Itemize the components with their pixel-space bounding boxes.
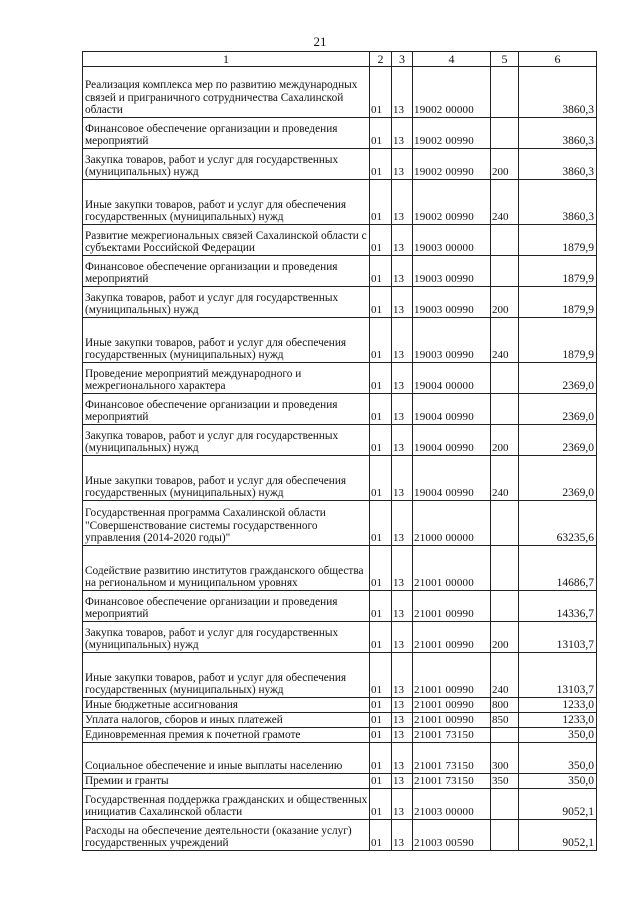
row-target-code: 19004 00000 [413,363,491,394]
table-row [83,425,597,456]
row-section: 01 [370,225,392,256]
row-amount: 1879,9 [519,318,597,363]
row-section: 01 [370,149,392,180]
row-subsection: 13 [392,456,413,501]
row-name: Иные закупки товаров, работ и услуг для обеспечения государственных (муниципальных) нужд [83,456,370,501]
table-row [83,225,597,256]
row-target-code: 21001 00990 [413,698,491,713]
row-target-code: 19002 00000 [413,67,491,118]
row-section: 01 [370,698,392,713]
row-subsection: 13 [392,425,413,456]
table-row [83,180,597,225]
header-col-6: 6 [519,52,597,67]
row-expense-type [491,728,519,743]
table-row [83,713,597,728]
row-name: Уплата налогов, сборов и иных платежей [83,713,370,728]
row-subsection: 13 [392,653,413,698]
row-target-code: 21001 73150 [413,774,491,789]
row-name: Финансовое обеспечение организации и проведения мероприятий [83,118,370,149]
row-target-code: 19002 00990 [413,180,491,225]
row-section: 01 [370,774,392,789]
table-row [83,774,597,789]
row-expense-type [491,501,519,546]
row-target-code: 19003 00990 [413,287,491,318]
table-row [83,256,597,287]
row-expense-type: 350 [491,774,519,789]
row-subsection: 13 [392,743,413,774]
row-section: 01 [370,743,392,774]
row-amount: 3860,3 [519,180,597,225]
table-row [83,653,597,698]
table-row [83,789,597,820]
row-section: 01 [370,456,392,501]
row-subsection: 13 [392,363,413,394]
row-name: Закупка товаров, работ и услуг для государственных (муниципальных) нужд [83,425,370,456]
row-amount: 13103,7 [519,622,597,653]
page-number: 21 [313,34,327,49]
row-section: 01 [370,394,392,425]
row-name: Реализация комплекса мер по развитию международных связей и приграничного сотрудничества Сахалинской области [83,67,370,118]
row-target-code: 19003 00000 [413,225,491,256]
row-subsection: 13 [392,728,413,743]
row-expense-type: 200 [491,622,519,653]
row-section: 01 [370,118,392,149]
table-row [83,728,597,743]
row-expense-type: 200 [491,287,519,318]
budget-table [82,51,597,851]
row-amount: 1879,9 [519,256,597,287]
row-section: 01 [370,591,392,622]
row-amount: 1233,0 [519,713,597,728]
row-name: Закупка товаров, работ и услуг для государственных (муниципальных) нужд [83,622,370,653]
row-subsection: 13 [392,820,413,851]
row-name: Содействие развитию институтов гражданского общества на региональном и муниципальном уровнях [83,546,370,591]
row-section: 01 [370,180,392,225]
row-subsection: 13 [392,225,413,256]
row-amount: 9052,1 [519,820,597,851]
table-row [83,698,597,713]
row-subsection: 13 [392,622,413,653]
table-row [83,363,597,394]
row-section: 01 [370,622,392,653]
row-amount: 2369,0 [519,363,597,394]
row-target-code: 19004 00990 [413,456,491,501]
row-name: Закупка товаров, работ и услуг для государственных (муниципальных) нужд [83,149,370,180]
row-amount: 14336,7 [519,591,597,622]
row-subsection: 13 [392,118,413,149]
row-amount: 350,0 [519,728,597,743]
row-expense-type: 240 [491,180,519,225]
row-target-code: 19002 00990 [413,118,491,149]
row-amount: 2369,0 [519,456,597,501]
row-expense-type [491,591,519,622]
header-col-4: 4 [413,52,491,67]
row-target-code: 21003 00000 [413,789,491,820]
row-subsection: 13 [392,256,413,287]
row-name: Финансовое обеспечение организации и проведения мероприятий [83,256,370,287]
row-subsection: 13 [392,774,413,789]
row-amount: 3860,3 [519,118,597,149]
table-row [83,501,597,546]
row-expense-type: 800 [491,698,519,713]
row-amount: 350,0 [519,774,597,789]
row-target-code: 19003 00990 [413,256,491,287]
row-expense-type [491,256,519,287]
row-expense-type [491,789,519,820]
row-amount: 1879,9 [519,287,597,318]
table-row [83,67,597,118]
row-target-code: 19004 00990 [413,394,491,425]
header-col-2: 2 [370,52,392,67]
header-col-1: 1 [83,52,370,67]
row-section: 01 [370,363,392,394]
row-target-code: 21001 00990 [413,622,491,653]
row-name: Финансовое обеспечение организации и проведения мероприятий [83,394,370,425]
row-section: 01 [370,287,392,318]
row-name: Иные бюджетные ассигнования [83,698,370,713]
row-section: 01 [370,789,392,820]
row-amount: 1233,0 [519,698,597,713]
row-target-code: 21003 00590 [413,820,491,851]
row-expense-type [491,546,519,591]
row-name: Единовременная премия к почетной грамоте [83,728,370,743]
row-subsection: 13 [392,149,413,180]
header-col-5: 5 [491,52,519,67]
row-subsection: 13 [392,180,413,225]
row-section: 01 [370,546,392,591]
row-expense-type [491,820,519,851]
row-target-code: 21000 00000 [413,501,491,546]
row-amount: 1879,9 [519,225,597,256]
row-section: 01 [370,728,392,743]
row-target-code: 21001 00990 [413,713,491,728]
table-row [83,743,597,774]
row-name: Развитие межрегиональных связей Сахалинской области с субъектами Российской Федерации [83,225,370,256]
header-col-3: 3 [392,52,413,67]
row-subsection: 13 [392,591,413,622]
table-row [83,118,597,149]
row-subsection: 13 [392,67,413,118]
row-subsection: 13 [392,789,413,820]
row-amount: 13103,7 [519,653,597,698]
table-row [83,149,597,180]
row-name: Премии и гранты [83,774,370,789]
row-section: 01 [370,653,392,698]
row-expense-type [491,394,519,425]
row-name: Финансовое обеспечение организации и проведения мероприятий [83,591,370,622]
row-subsection: 13 [392,713,413,728]
table-row [83,546,597,591]
row-subsection: 13 [392,394,413,425]
row-expense-type [491,225,519,256]
row-expense-type: 850 [491,713,519,728]
row-section: 01 [370,256,392,287]
row-subsection: 13 [392,318,413,363]
row-target-code: 21001 00990 [413,591,491,622]
row-subsection: 13 [392,501,413,546]
row-section: 01 [370,501,392,546]
row-amount: 3860,3 [519,149,597,180]
row-target-code: 21001 73150 [413,743,491,774]
row-section: 01 [370,67,392,118]
row-target-code: 19003 00990 [413,318,491,363]
row-section: 01 [370,820,392,851]
row-expense-type: 240 [491,456,519,501]
row-amount: 63235,6 [519,501,597,546]
row-expense-type [491,363,519,394]
row-target-code: 21001 00990 [413,653,491,698]
table-row [83,591,597,622]
row-subsection: 13 [392,546,413,591]
row-expense-type: 240 [491,318,519,363]
row-target-code: 21001 73150 [413,728,491,743]
row-expense-type: 200 [491,149,519,180]
row-expense-type [491,118,519,149]
row-name: Закупка товаров, работ и услуг для государственных (муниципальных) нужд [83,287,370,318]
row-section: 01 [370,713,392,728]
row-amount: 3860,3 [519,67,597,118]
table-row [83,318,597,363]
row-name: Проведение мероприятий международного и межрегионального характера [83,363,370,394]
row-target-code: 21001 00000 [413,546,491,591]
row-section: 01 [370,318,392,363]
row-amount: 2369,0 [519,425,597,456]
row-expense-type [491,67,519,118]
row-amount: 14686,7 [519,546,597,591]
row-amount: 350,0 [519,743,597,774]
row-name: Государственная поддержка гражданских и общественных инициатив Сахалинской области [83,789,370,820]
row-expense-type: 300 [491,743,519,774]
row-name: Иные закупки товаров, работ и услуг для обеспечения государственных (муниципальных) нужд [83,653,370,698]
table-row [83,820,597,851]
row-target-code: 19004 00990 [413,425,491,456]
table-row [83,622,597,653]
row-name: Государственная программа Сахалинской области "Совершенствование системы государственного управления (2014-2020 годы)" [83,501,370,546]
row-section: 01 [370,425,392,456]
row-expense-type: 240 [491,653,519,698]
table-row [83,394,597,425]
table-header-row [83,52,597,67]
row-name: Социальное обеспечение и иные выплаты населению [83,743,370,774]
table-row [83,456,597,501]
row-subsection: 13 [392,698,413,713]
row-subsection: 13 [392,287,413,318]
row-name: Иные закупки товаров, работ и услуг для обеспечения государственных (муниципальных) нужд [83,318,370,363]
table-row [83,287,597,318]
row-name: Расходы на обеспечение деятельности (оказание услуг) государственных учреждений [83,820,370,851]
row-amount: 9052,1 [519,789,597,820]
row-target-code: 19002 00990 [413,149,491,180]
row-amount: 2369,0 [519,394,597,425]
row-expense-type: 200 [491,425,519,456]
row-name: Иные закупки товаров, работ и услуг для обеспечения государственных (муниципальных) нужд [83,180,370,225]
